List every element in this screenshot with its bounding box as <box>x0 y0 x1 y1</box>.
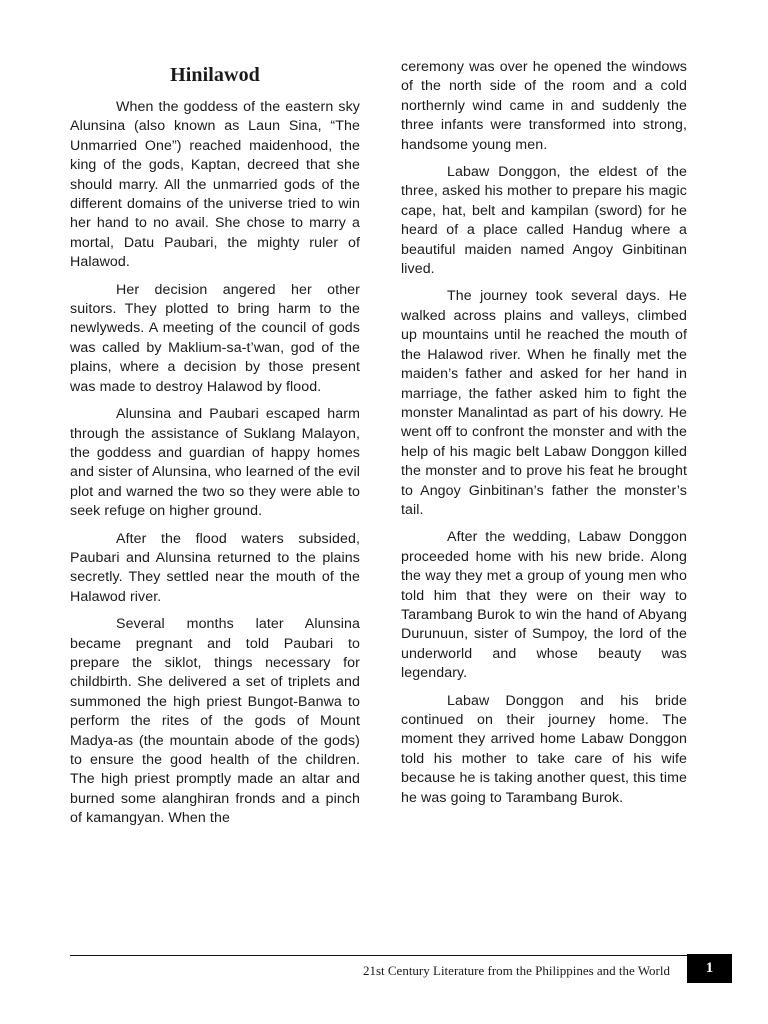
page-number: 1 <box>687 954 732 983</box>
paragraph: After the flood waters subsided, Paubari and Alunsina returned to the plains secretly. They settled near the mouth of the Halawod river. <box>70 530 360 605</box>
left-column <box>70 58 360 837</box>
paragraph: After the wedding, Labaw Donggon proceeded home with his new bride. Along the way they met a group of young men who told him that they were on their way to Tarambang Burok to win the hand of Abyang Durunuun, sister of Sumpoy, the lord of the underworld and whose beauty was legendary. <box>401 529 687 682</box>
paragraph: Alunsina and Paubari escaped harm through the assistance of Suklang Malayon, the goddess and guardian of happy homes and sister of Alunsina, who learned of the evil plot and warned the two so they were able to seek refuge on higher ground. <box>70 406 360 520</box>
right-column <box>401 58 687 816</box>
paragraph: The journey took several days. He walked across plains and valleys, climbed up mountains until he reached the mouth of the Halawod river. When he finally met the maiden’s father and asked for her hand in marriage, the father asked him to fight the monster Manalintad as part of his dowry. He went off to confront the monster and with the help of his magic belt Labaw Donggon killed the monster and to prove his feat he brought to Angoy Ginbitinan’s father the monster’s tail. <box>401 288 687 518</box>
footer-book-title: 21st Century Literature from the Philippines and the World <box>362 963 670 978</box>
paragraph: Labaw Donggon and his bride continued on their journey home. The moment they arrived home Labaw Donggon told his mother to take care of his wife because he is taking another quest, this time he was going to Tarambang Burok. <box>401 692 687 806</box>
paragraph: Labaw Donggon, the eldest of the three, asked his mother to prepare his magic cape, hat, belt and kampilan (sword) for he heard of a place called Handug where a beautiful maiden named Angoy Ginbitinan lived. <box>401 164 687 278</box>
paragraph: When the goddess of the eastern sky Alunsina (also known as Laun Sina, “The Unmarried One”) reached maidenhood, the king of the gods, Kaptan, decreed that she should marry. All the unmarried gods of the different domains of the universe tried to win her hand to no avail. She chose to marry a mortal, Datu Paubari, the mighty ruler of Halawod. <box>70 99 360 271</box>
paragraph: Several months later Alunsina became pregnant and told Paubari to prepare the siklot, things necessary for childbirth. She delivered a set of triplets and summoned the high priest Bungot-Banwa to perform the rites of the gods of Mount Madya-as (the mountain abode of the gods) to ensure the good health of the children. The high priest promptly made an altar and burned some alanghiran fronds and a pinch of kamangyan. When the <box>70 616 360 827</box>
paragraph-continuation: ceremony was over he opened the windows of the north side of the room and a cold northernly wind came in and suddenly the three infants were transformed into strong, handsome young men. <box>401 59 687 153</box>
paragraph: Her decision angered her other suitors. They plotted to bring harm to the newlyweds. A meeting of the council of gods was called by Maklium-sa-t’wan, god of the plains, where a decision by those present was made to destroy Halawod by flood. <box>70 281 360 395</box>
footer-divider <box>70 955 687 956</box>
page-title: Hinilawod <box>170 64 260 86</box>
